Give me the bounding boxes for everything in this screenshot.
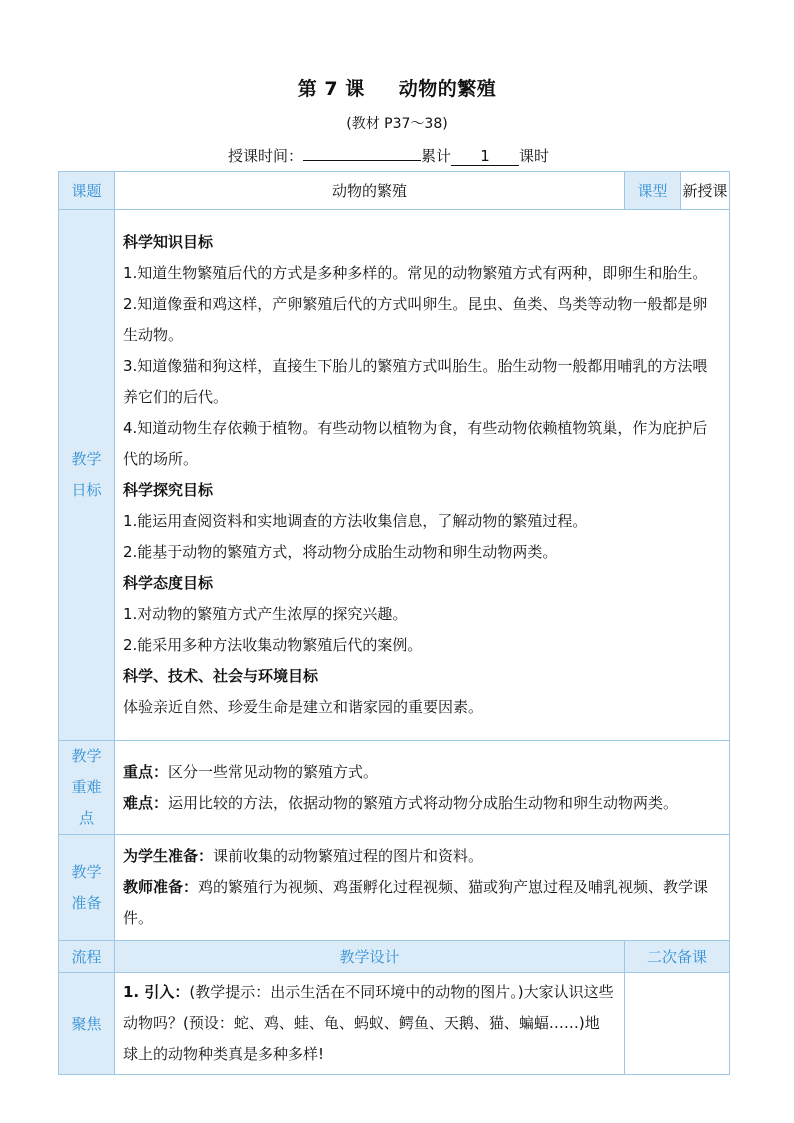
focus-content: [115, 973, 625, 1075]
topic-label: 课题: [59, 172, 115, 210]
flow-header-row: [59, 941, 730, 973]
lesson-title: [0, 74, 794, 101]
prep-head: 为学生准备：: [123, 847, 214, 865]
focus-text: [123, 977, 614, 1070]
key-label-line: 重难: [71, 778, 102, 796]
preparation-label: [59, 835, 115, 941]
key-point: [123, 788, 719, 819]
type-value: 新授课: [681, 172, 730, 210]
focus-body: (教学提示：出示生活在不同环境中的动物的图片。)大家认识这些动物吗？(预设：蛇、鸡、蛙、龟、蚂蚁、鳄鱼、天鹅、猫、蝙蝠……)地球上的动物种类真是多种多样!: [123, 983, 614, 1063]
key-point-text: 运用比较的方法，依据动物的繁殖方式将动物分成胎生动物和卵生动物两类。: [168, 793, 679, 812]
goal-item: 2.能采用多种方法收集动物繁殖后代的案例。: [123, 636, 423, 654]
goals-label: [59, 210, 115, 741]
preparation-content: [115, 835, 730, 941]
key-points-row: [59, 741, 730, 835]
goals-label-line: 教学: [71, 450, 102, 468]
goal-item: 1.知道生物繁殖后代的方式是多种多样的。常见的动物繁殖方式有两种，即卵生和胎生。: [123, 264, 708, 282]
prep-head: 教师准备：: [123, 878, 199, 896]
goal-heading: 科学态度目标: [123, 574, 214, 592]
design-label: 教学设计: [115, 941, 625, 973]
flow-label: 流程: [59, 941, 115, 973]
key-points-content: [115, 741, 730, 835]
key-point-head: 难点：: [123, 793, 169, 812]
goals-row: [59, 210, 730, 741]
topic-row: [59, 172, 730, 210]
total-label: 累计: [421, 147, 452, 165]
key-point: [123, 757, 719, 788]
prep-label-line: 教学: [71, 862, 102, 881]
lesson-number: 第 7 课: [297, 78, 365, 100]
focus-row: [59, 973, 730, 1075]
key-point-text: 区分一些常见动物的繁殖方式。: [168, 762, 379, 781]
key-label-line: 教学: [71, 747, 102, 765]
key-points-label: [59, 741, 115, 835]
key-point-head: 重点：: [123, 762, 169, 781]
goal-item: 1.对动物的繁殖方式产生浓厚的探究兴趣。: [123, 605, 408, 623]
goal-item: 2.知道像蚕和鸡这样，产卵繁殖后代的方式叫卵生。昆虫、鱼类、鸟类等动物一般都是卵生动物。: [123, 295, 708, 344]
goal-item: 1.能运用查阅资料和实地调查的方法收集信息，了解动物的繁殖过程。: [123, 512, 588, 530]
goal-heading: 科学、技术、社会与环境目标: [123, 667, 319, 685]
goals-content: [115, 210, 730, 741]
focus-label: 聚焦: [59, 973, 115, 1075]
prep-item: [123, 872, 719, 934]
prep-text: 鸡的繁殖行为视频、鸡蛋孵化过程视频、猫或狗产崽过程及哺乳视频、教学课件。: [123, 878, 709, 927]
preparation-row: [59, 835, 730, 941]
goal-heading: 科学探究目标: [123, 481, 214, 499]
prep-text: 课前收集的动物繁殖过程的图片和资料。: [213, 847, 484, 865]
goals-label-line: 日标: [71, 481, 102, 499]
goal-item: 3.知道像猫和狗这样，直接生下胎儿的繁殖方式叫胎生。胎生动物一般都用哺乳的方法喂养它们的后代。: [123, 357, 708, 406]
teaching-time-line: [228, 145, 549, 166]
total-value: 1: [451, 147, 519, 166]
key-label-line: 点: [78, 809, 94, 827]
goal-item: 4.知道动物生存依赖于植物。有些动物以植物为食，有些动物依赖植物筑巢，作为庇护后代的场所。: [123, 419, 708, 468]
backup-cell: [625, 973, 730, 1075]
type-label: 课型: [625, 172, 681, 210]
textbook-reference: (教材 P37～38): [346, 116, 448, 132]
topic-value: 动物的繁殖: [115, 172, 625, 210]
prep-item: [123, 841, 719, 872]
goal-item: 2.能基于动物的繁殖方式，将动物分成胎生动物和卵生动物两类。: [123, 543, 558, 561]
time-label: 授课时间：: [228, 147, 304, 165]
goal-item: 体验亲近自然、珍爱生命是建立和谐家园的重要因素。: [123, 698, 484, 716]
goal-heading: 科学知识目标: [123, 233, 214, 251]
period-unit: 课时: [519, 147, 550, 165]
backup-label: 二次备课: [625, 941, 730, 973]
lesson-name: 动物的繁殖: [398, 78, 497, 100]
time-blank: [303, 146, 421, 161]
prep-label-line: 准备: [71, 893, 102, 912]
lesson-plan-table: [58, 171, 730, 1075]
focus-head: 1. 引入：: [123, 983, 190, 1001]
